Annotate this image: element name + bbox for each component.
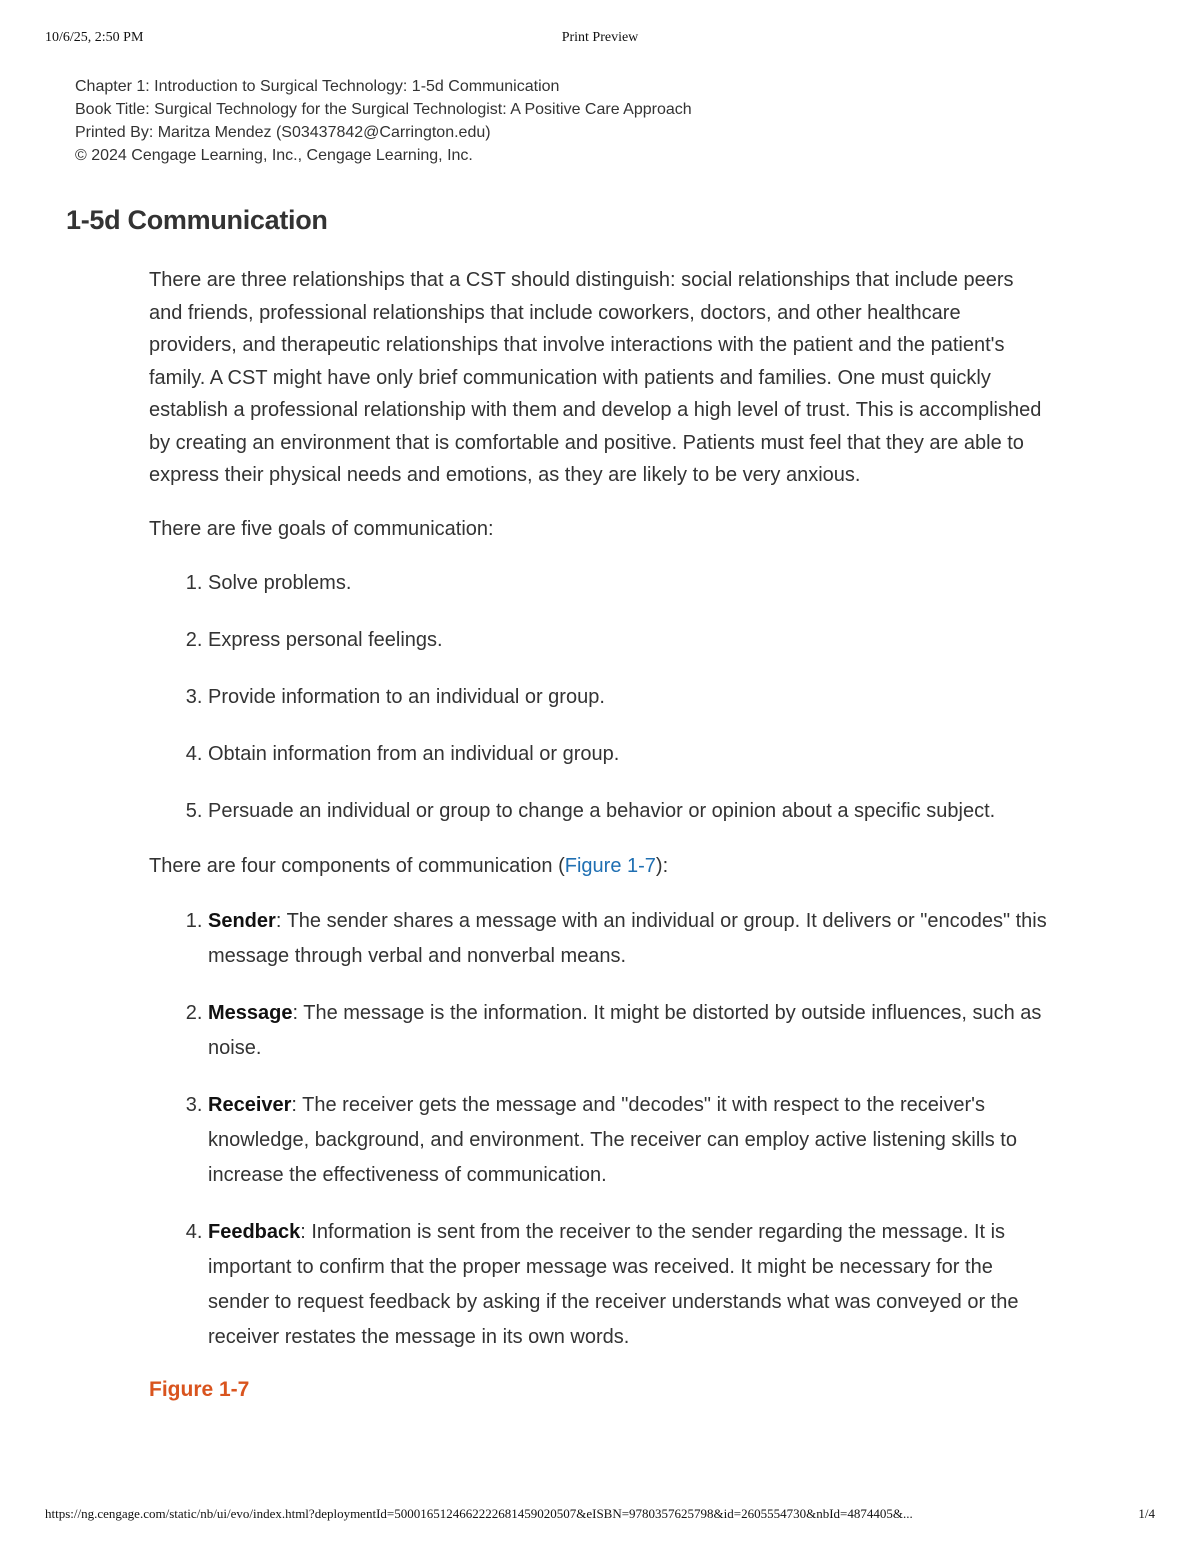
- goal-item: 2. Express personal feelings.: [208, 624, 1049, 657]
- components-lead-close: ):: [655, 854, 669, 877]
- page-url: https://ng.cengage.com/static/nb/ui/evo/index.html?deploymentId=5000165124662222681459020507&eISBN=9780357625798&id=2605554730&nbId=4874405&...: [45, 1506, 913, 1521]
- goal-item: 1. Solve problems.: [208, 567, 1049, 600]
- figure-label: Figure 1-7: [149, 1378, 250, 1401]
- book-title-line: Book Title: Surgical Technology for the Surgical Technologist: A Positive Care Approach: [75, 101, 692, 118]
- components-lead: [149, 850, 1049, 883]
- print-preview-title: Print Preview: [561, 30, 639, 45]
- components-lead-text: There are four components of communication (: [149, 854, 565, 877]
- goal-item: 3. Provide information to an individual or group.: [208, 681, 1049, 714]
- goals-lead: There are five goals of communication:: [149, 517, 494, 540]
- component-term: Message: [208, 1002, 293, 1024]
- document-meta: [75, 75, 692, 167]
- print-datetime: 10/6/25, 2:50 PM: [45, 30, 144, 45]
- component-text: : The sender shares a message with an individual or group. It delivers or "encodes" this message through verbal and nonverbal means.: [208, 910, 1047, 967]
- page-number: 1/4: [1138, 1506, 1155, 1521]
- section-title: 1-5d Communication: [66, 205, 328, 235]
- component-item: [208, 1088, 1049, 1193]
- goal-item: 5. Persuade an individual or group to change a behavior or opinion about a specific subject.: [208, 795, 1049, 828]
- copyright-line: © 2024 Cengage Learning, Inc., Cengage Learning, Inc.: [75, 147, 473, 164]
- printed-by-line: Printed By: Maritza Mendez (S03437842@Carrington.edu): [75, 124, 491, 141]
- print-header: [45, 30, 1155, 50]
- figure-link[interactable]: Figure 1-7: [564, 854, 656, 877]
- component-text: : Information is sent from the receiver to the sender regarding the message. It is important to confirm that the proper message was received. It might be necessary for the sender to request feedback by asking if the receiver understands what was conveyed or the receiver restates the message in its own words.: [208, 1221, 1019, 1348]
- goal-item: 4. Obtain information from an individual or group.: [208, 738, 1049, 771]
- print-footer: [45, 1506, 1155, 1526]
- component-item: [208, 1215, 1049, 1355]
- component-item: [208, 904, 1049, 974]
- chapter-line: Chapter 1: Introduction to Surgical Technology: 1-5d Communication: [75, 78, 560, 95]
- components-list: [149, 904, 1049, 1355]
- goals-list: [149, 567, 1049, 828]
- intro-paragraph: There are three relationships that a CST should distinguish: social relationships that include peers and friends, professional relationships that include coworkers, doctors, and other healthcare providers, and therapeutic relationships that involve interactions with the patient and the patient's family. A CST might have only brief communication with patients and families. One must quickly establish a professional relationship with them and develop a high level of trust. This is accomplished by creating an environment that is comfortable and positive. Patients must feel that they are able to express their physical needs and emotions, as they are likely to be very anxious.: [149, 269, 1042, 486]
- component-text: : The message is the information. It might be distorted by outside influences, such as noise.: [208, 1002, 1042, 1059]
- component-term: Feedback: [208, 1221, 301, 1243]
- component-term: Sender: [208, 910, 276, 932]
- main-content: [149, 264, 1049, 1405]
- component-text: : The receiver gets the message and "decodes" it with respect to the receiver's knowledge, background, and environment. The receiver can employ active listening skills to increase the effectiveness of communication.: [208, 1094, 1017, 1186]
- component-term: Receiver: [208, 1094, 292, 1116]
- component-item: [208, 996, 1049, 1066]
